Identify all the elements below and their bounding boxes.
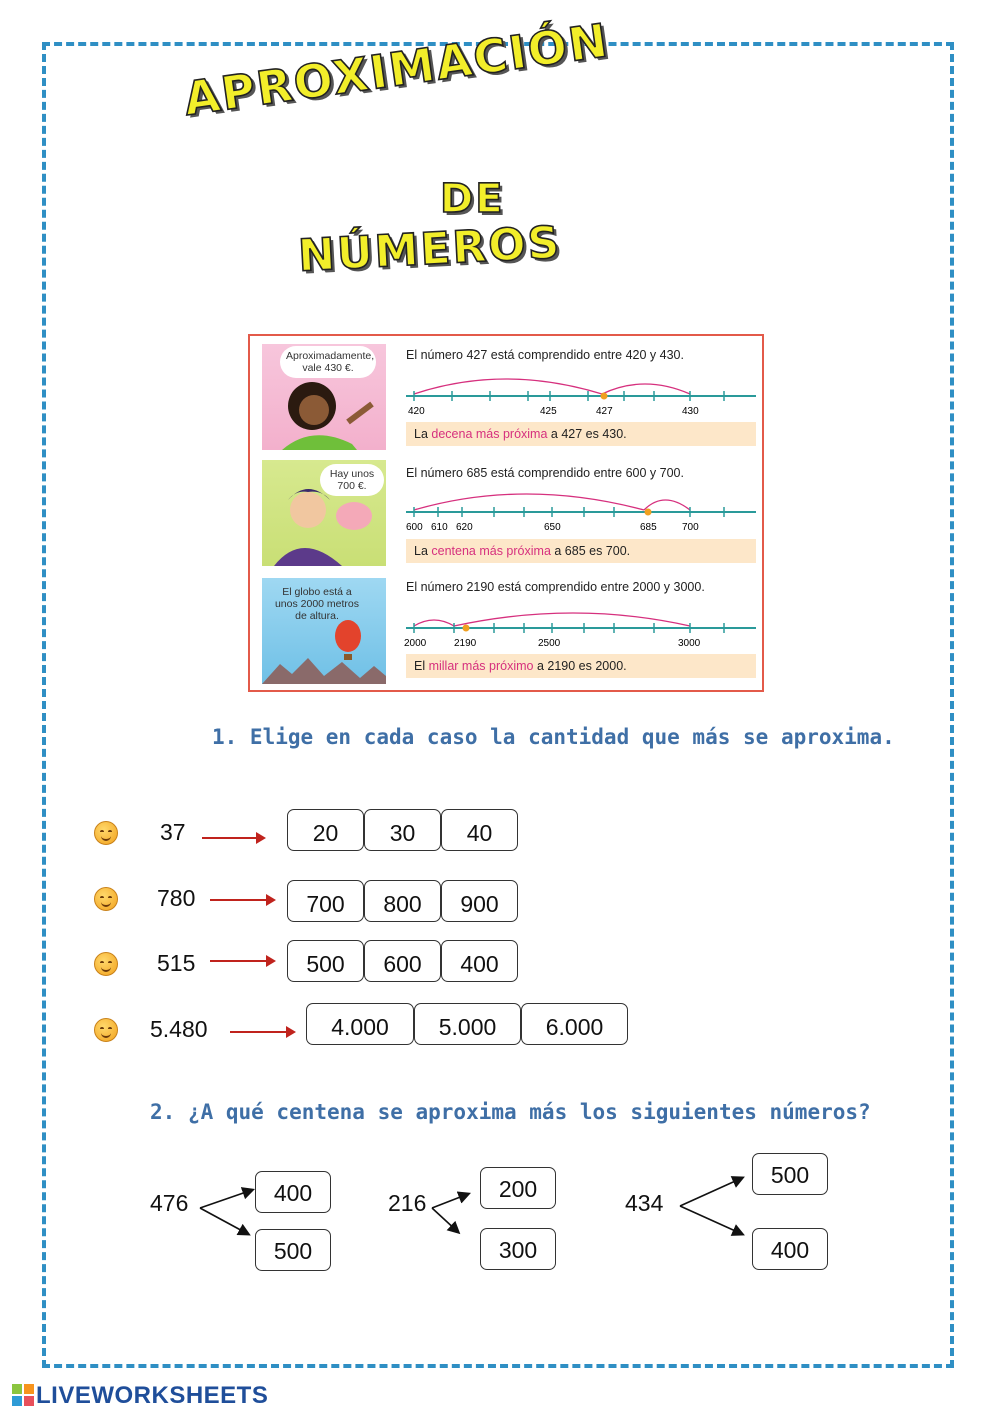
option-box[interactable]: 400: [441, 940, 518, 982]
option-box[interactable]: 6.000: [521, 1003, 628, 1045]
number-5480: 5.480: [150, 1016, 208, 1042]
result-text: a 685 es 700.: [550, 544, 631, 558]
brand-name: LIVEWORKSHEETS: [36, 1382, 269, 1409]
arrow-right-icon: [210, 960, 274, 962]
tick-label: 685: [640, 522, 657, 532]
question-2: 2. ¿A qué centena se aproxima más los siguientes números?: [150, 1100, 871, 1124]
tick-label: 700: [682, 522, 699, 532]
boy-illustration: [262, 460, 386, 566]
arrow-right-icon: [210, 899, 274, 901]
liveworksheets-logo: [12, 1382, 268, 1410]
statement-2: El número 685 está comprendido entre 600 y 700.: [406, 466, 684, 480]
number-476: 476: [150, 1190, 189, 1216]
option-box[interactable]: 500: [255, 1229, 331, 1271]
option-box[interactable]: 400: [255, 1171, 331, 1213]
option-box[interactable]: 500: [752, 1153, 828, 1195]
tick-label: 3000: [678, 638, 701, 648]
tick-label: 425: [540, 406, 557, 416]
smiley-icon: [94, 887, 118, 911]
smiley-icon: [94, 821, 118, 845]
logo-icon: [12, 1384, 34, 1406]
option-box[interactable]: 40: [441, 809, 518, 851]
speech-bubble: Hay unos 700 €.: [320, 464, 384, 496]
tick-label: 2500: [538, 638, 561, 648]
arrow-right-icon: [230, 1031, 294, 1033]
option-box[interactable]: 4.000: [306, 1003, 414, 1045]
result-3: [406, 654, 756, 678]
title-line-2: DE: [440, 176, 505, 222]
tick-label: 600: [406, 522, 423, 532]
title-line-3: NÚMEROS: [296, 217, 563, 282]
option-box[interactable]: 500: [287, 940, 364, 982]
branch-arrows-icon: [430, 1188, 476, 1240]
result-2: [406, 539, 756, 563]
number-line-1: [404, 368, 760, 416]
arrow-right-icon: [202, 837, 264, 839]
title-line-1: APROXIMACIÓN: [180, 12, 613, 127]
option-box[interactable]: 800: [364, 880, 441, 922]
number-line-3: [404, 600, 760, 648]
result-text: La: [414, 544, 432, 558]
tick-label: 650: [544, 522, 561, 532]
option-box[interactable]: 20: [287, 809, 364, 851]
statement-1: El número 427 está comprendido entre 420 y 430.: [406, 348, 684, 362]
tick-label: 2190: [454, 638, 477, 648]
number-780: 780: [157, 885, 196, 911]
number-216: 216: [388, 1190, 427, 1216]
option-box[interactable]: 300: [480, 1228, 556, 1270]
number-434: 434: [625, 1190, 664, 1216]
result-text: La: [414, 427, 432, 441]
option-box[interactable]: 900: [441, 880, 518, 922]
result-highlight: decena más próxima: [431, 427, 548, 441]
result-text: El: [414, 659, 429, 673]
result-text: a 427 es 430.: [547, 427, 627, 441]
option-box[interactable]: 5.000: [414, 1003, 521, 1045]
tick-label: 620: [456, 522, 473, 532]
branch-arrows-icon: [198, 1184, 258, 1240]
option-box[interactable]: 700: [287, 880, 364, 922]
tick-label: 2000: [404, 638, 427, 648]
option-box[interactable]: 200: [480, 1167, 556, 1209]
smiley-icon: [94, 952, 118, 976]
result-1: [406, 422, 756, 446]
girl-illustration: [262, 344, 386, 450]
statement-3: El número 2190 está comprendido entre 2000 y 3000.: [406, 580, 705, 594]
result-highlight: centena más próxima: [431, 544, 551, 558]
balloon-illustration: [262, 578, 386, 684]
result-highlight: millar más próximo: [428, 659, 534, 673]
tick-label: 427: [596, 406, 613, 416]
option-box[interactable]: 600: [364, 940, 441, 982]
option-box[interactable]: 30: [364, 809, 441, 851]
caption: El globo está a unos 2000 metros de altura.: [274, 586, 360, 622]
result-text: a 2190 es 2000.: [533, 659, 627, 673]
speech-bubble: Aproximadamente, vale 430 €.: [280, 346, 376, 378]
smiley-icon: [94, 1018, 118, 1042]
number-line-2: [404, 484, 760, 532]
branch-arrows-icon: [678, 1170, 750, 1240]
number-37: 37: [160, 819, 186, 845]
tick-label: 420: [408, 406, 425, 416]
tick-label: 610: [431, 522, 448, 532]
number-515: 515: [157, 950, 196, 976]
option-box[interactable]: 400: [752, 1228, 828, 1270]
question-1: 1. Elige en cada caso la cantidad que más se aproxima.: [212, 725, 895, 749]
tick-label: 430: [682, 406, 699, 416]
explanation-panel: [248, 334, 764, 692]
